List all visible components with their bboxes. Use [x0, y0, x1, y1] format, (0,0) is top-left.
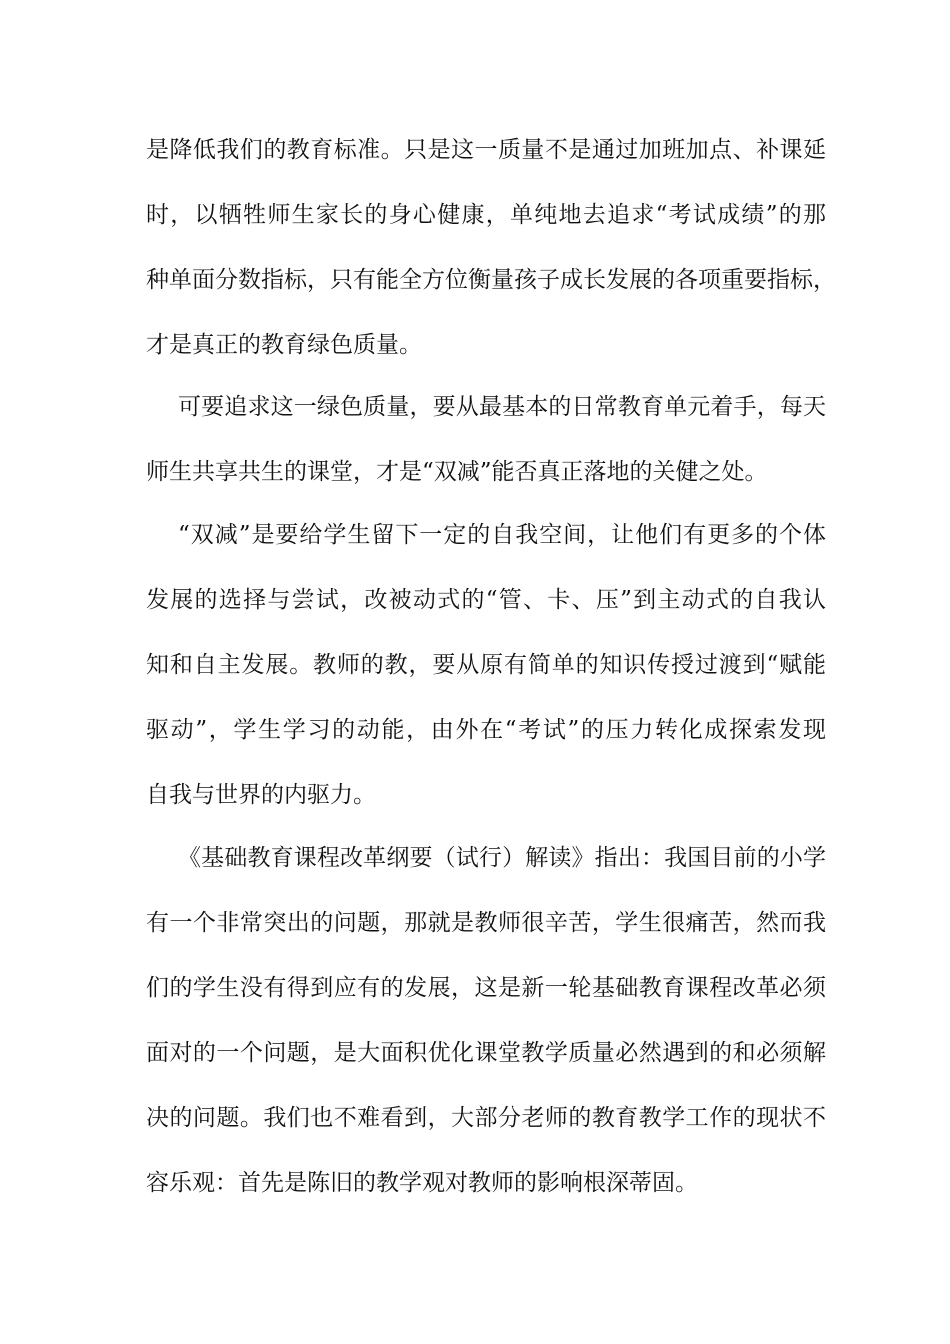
text-line: 自我与世界的内驱力。: [146, 782, 376, 808]
text-line: “双减”是要给学生留下一定的自我空间，让他们有更多的个体: [178, 522, 826, 548]
text-line: 种单面分数指标，只有能全方位衡量孩子成长发展的各项重要指标，: [146, 267, 836, 293]
text-line: 知和自主发展。教师的教，要从原有简单的知识传授过渡到“赋能: [146, 652, 826, 678]
text-line: 发展的选择与尝试，改被动式的“管、卡、压”到主动式的自我认: [146, 587, 826, 613]
text-line: 容乐观：首先是陈旧的教学观对教师的影响根深蒂固。: [146, 1170, 698, 1196]
text-line: 时，以牺牲师生家长的身心健康，单纯地去追求“考试成绩”的那: [146, 202, 826, 228]
text-line: 们的学生没有得到应有的发展，这是新一轮基础教育课程改革必须: [146, 975, 826, 1001]
text-line: 才是真正的教育绿色质量。: [146, 332, 422, 358]
text-line: 决的问题。我们也不难看到，大部分老师的教育教学工作的现状不: [146, 1105, 826, 1131]
text-line: 是降低我们的教育标准。只是这一质量不是通过加班加点、补课延: [146, 137, 826, 163]
text-line: 有一个非常突出的问题，那就是教师很辛苦，学生很痛苦，然而我: [146, 910, 826, 936]
text-line: 面对的一个问题，是大面积优化课堂教学质量必然遇到的和必须解: [146, 1040, 826, 1066]
text-line: 驱动”，学生学习的动能，由外在“考试”的压力转化成探索发现: [146, 717, 826, 743]
text-line: 可要追求这一绿色质量，要从最基本的日常教育单元着手，每天: [178, 394, 826, 420]
text-line: 《基础教育课程改革纲要（试行）解读》指出：我国目前的小学: [178, 845, 826, 871]
text-line: 师生共享共生的课堂，才是“双减”能否真正落地的关健之处。: [146, 459, 768, 485]
